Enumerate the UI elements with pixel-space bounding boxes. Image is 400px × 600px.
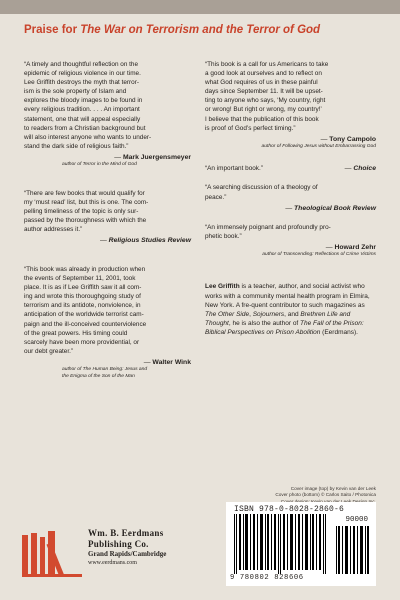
blurb-quote: “An immensely poignant and profoundly pro- phetic book.”	[205, 223, 331, 240]
praise-heading	[24, 24, 384, 36]
right-column	[205, 60, 376, 338]
blurb-attribution: — Howard Zehr	[325, 243, 376, 251]
praise-book-title: The War on Terrorism and the Terror of God	[80, 24, 321, 36]
blurb-attribution: — Walter Wink	[143, 358, 191, 366]
blurb-author-credit: author of Terror in the Mind of God	[62, 161, 137, 167]
blurb-campolo	[205, 60, 376, 150]
blurb-quote: “This book is a call for us Americans to take a good look at ourselves and to reflect on what God requires of us in these painful days since September 11. It will be upset- ting to anyone who says, ‘My country, right or wrong! But right or wrong, my country!’ I believe that the publication of this book is proof of God’s perfect timing.”	[205, 61, 329, 132]
blurb-author-credit: author of Transcending: Reflections of Crime Victims	[262, 251, 376, 257]
publisher-name-2: Publishing Co.	[88, 539, 149, 549]
publisher-name: Wm. B. Eerdmans	[88, 528, 164, 538]
author-bio: Lee Griffith is a teacher, author, and social activist who works with a community mental health program in Elmira, New York. A fre-quent contributor to such magazines as The Other Side, Sojourners, and Brethren Life and Thought, he is also the author of The Fall of the Prison: Biblical Perspectives on Prison Abolition (Eerdmans).	[205, 283, 370, 337]
blurb-quote: “An important book.”	[205, 165, 263, 173]
blurb-quote: “A searching discussion of a theology of peace.”	[205, 184, 318, 201]
barcode-panel	[226, 502, 376, 586]
blurb-religious-studies-review	[24, 189, 191, 245]
blurb-juergensmeyer	[24, 60, 191, 169]
price-barcode	[335, 526, 371, 574]
cover-top-band	[0, 0, 400, 14]
blurb-attribution: — Theological Book Review	[285, 204, 376, 212]
eerdmans-books-logo	[22, 527, 82, 577]
ean-digits: 9 780802 828606	[230, 574, 304, 582]
publisher-location: Grand Rapids/Cambridge	[88, 550, 167, 558]
left-column	[24, 60, 191, 380]
blurb-quote: “There are few books that would qualify for my ‘must read’ list, but this is one. The com- pelling timeliness of the topic is only sur- passed by the thoroughness with which the author addresses it.”	[24, 189, 149, 233]
blurb-author-credit: author of The Human Being: Jesus and the Enigma of the Son of the Man	[62, 366, 148, 379]
blurb-author-credit: author of Following Jesus without Embarrassing God	[261, 143, 376, 149]
ean-barcode	[232, 514, 332, 574]
blurb-attribution: — Mark Juergensmeyer	[114, 153, 191, 161]
blurb-attribution: — Choice	[344, 165, 376, 173]
praise-prefix: Praise for	[24, 24, 81, 36]
publisher-imprint	[88, 528, 208, 567]
blurb-attribution: — Tony Campolo	[320, 135, 376, 143]
blurb-wink	[24, 265, 191, 380]
isbn-text: ISBN 978-0-8028-2860-6	[234, 505, 345, 514]
blurb-attribution: — Religious Studies Review	[99, 237, 191, 244]
publisher-url: www.eerdmans.com	[88, 560, 137, 566]
cover-credits: Cover image (top) by Kevin van der Leek Cover photo (bottom) © Carlos Saito / Photonica	[275, 486, 376, 498]
blurb-quote: “A timely and thoughtful reflection on the epidemic of religious violence in our time. Lee Griffith destroys the myth that terror- ism is the sole property of Islam and explores the bloody images to be found in every religious tradition. . . . An important statement, one that will appeal especially to readers from a Christian background but will also interest anyone who wants to under- stand the dark side of religious faith.”	[24, 61, 152, 150]
blurb-theological-book-review	[205, 183, 376, 212]
blurb-quote: “This book was already in production when the events of September 11, 2001, took place. It is as if Lee Griffith saw it all com- ing and wrote this thoroughgoing study of terrorism and its antidote, nonviolence, in anticipation of the worldwide terrorist cam- paign and the ill-conceived counterviolence of the great powers. His timing could scarcely have been more providential, or our debt greater.”	[24, 266, 147, 355]
blurb-zehr	[205, 223, 376, 259]
price-code: 90000	[345, 516, 368, 524]
blurb-choice	[205, 164, 376, 173]
